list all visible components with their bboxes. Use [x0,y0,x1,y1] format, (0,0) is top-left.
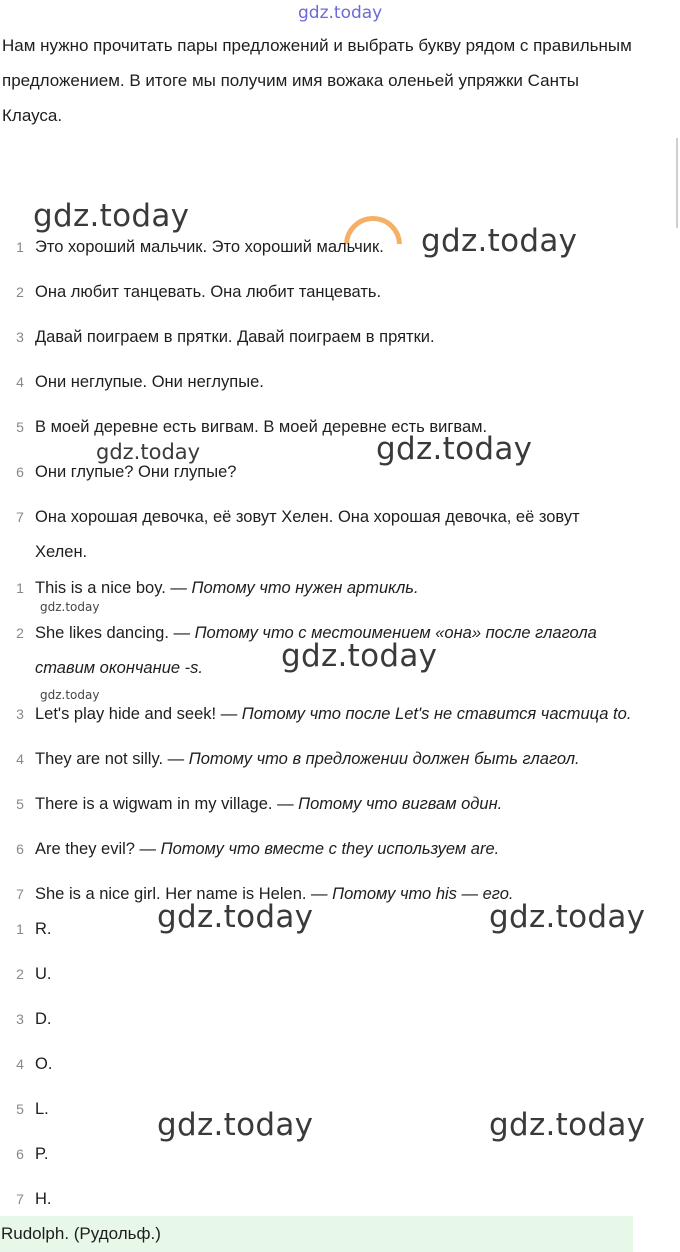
item-number: 1 [16,580,24,596]
explanation-text: Потому что после Let's не ставится частица to. [241,705,632,723]
watermark: gdz.today [33,198,190,234]
item-number: 7 [16,886,24,902]
list-item [0,320,680,355]
item-number: 4 [16,751,24,767]
item-number: 2 [16,966,24,982]
russian-sentences-list [0,230,680,580]
letter-text: L. [35,1100,49,1118]
item-number: 1 [16,921,24,937]
item-number: 3 [16,706,24,722]
scrollbar[interactable] [676,138,678,228]
sentence-text: Давай поиграем в прятки. Давай поиграем в прятки. [35,328,435,346]
list-item [0,1002,680,1037]
list-item [0,957,680,992]
letter-text: H. [35,1190,52,1208]
list-item [0,230,680,265]
letter-text: P. [35,1145,49,1163]
watermark: gdz.today [96,440,201,464]
watermark: gdz.today [489,899,646,935]
sentence-text: Let's play hide and seek! — [35,705,242,723]
item-number: 7 [16,1191,24,1207]
item-number: 5 [16,1101,24,1117]
explanation-text: Потому что his — его. [332,885,514,903]
item-number: 4 [16,1056,24,1072]
watermark: gdz.today [157,899,314,935]
item-number: 4 [16,374,24,390]
watermark: gdz.today [157,1107,314,1143]
sentence-text: Это хороший мальчик. Это хороший мальчик. [35,238,384,256]
item-number: 3 [16,329,24,345]
item-number: 7 [16,509,24,525]
watermark: gdz.today [376,431,533,467]
sentence-text: Она любит танцевать. Она любит танцевать. [35,283,382,301]
item-number: 3 [16,1011,24,1027]
letters-list [0,912,680,1227]
letter-text: O. [35,1055,53,1073]
watermark: gdz.today [281,638,438,674]
english-sentences-list [0,571,680,922]
sentence-text: They are not silly. — [35,750,189,768]
sentence-text: Are they evil? — [35,840,161,858]
header-watermark: gdz.today [298,3,383,23]
letter-text: D. [35,1010,52,1028]
sentence-text: В моей деревне есть вигвам. В моей деревне есть вигвам. [35,418,488,436]
item-number: 6 [16,464,24,480]
item-number: 1 [16,239,24,255]
intro-text: Нам нужно прочитать пары предложений и выбрать букву рядом с правильным предложением. В итоге мы получим имя вожака оленьей упряжки Санты Клауса. [2,36,632,125]
letter-text: R. [35,920,52,938]
list-item [0,275,680,310]
item-number: 5 [16,796,24,812]
list-item [0,742,680,777]
sentence-text: She is a nice girl. Her name is Helen. — [35,885,333,903]
item-number: 2 [16,625,24,641]
item-number: 6 [16,1146,24,1162]
sentence-text: There is a wigwam in my village. — [35,795,299,813]
item-number: 2 [16,284,24,300]
list-item [0,697,680,732]
item-number: 6 [16,841,24,857]
explanation-text: Потому что нужен артикль. [191,579,419,597]
sentence-text: Они неглупые. Они неглупые. [35,373,264,391]
sentence-text: She likes dancing. — [35,624,195,642]
explanation-text: Потому что с местоимением «она» после глагола ставим окончание -s. [35,624,597,677]
letter-text: U. [35,965,52,983]
watermark: gdz.today [421,223,578,259]
sentence-text: This is a nice boy. — [35,579,192,597]
list-item [0,1182,680,1217]
watermark: gdz.today [40,688,100,702]
list-item [0,500,680,570]
explanation-text: Потому что вместе с they используем are. [160,840,500,858]
list-item [0,365,680,400]
answer-box: Rudolph. (Рудольф.) [0,1216,633,1252]
list-item [0,832,680,867]
list-item [0,1047,680,1082]
watermark: gdz.today [489,1107,646,1143]
explanation-text: Потому что в предложении должен быть глагол. [188,750,580,768]
list-item [0,787,680,822]
sentence-text: Они глупые? Они глупые? [35,463,237,481]
list-item [0,571,680,606]
explanation-text: Потому что вигвам один. [298,795,503,813]
sentence-text: Она хорошая девочка, её зовут Хелен. Она хорошая девочка, её зовут Хелен. [35,508,580,561]
item-number: 5 [16,419,24,435]
watermark: gdz.today [40,600,100,614]
